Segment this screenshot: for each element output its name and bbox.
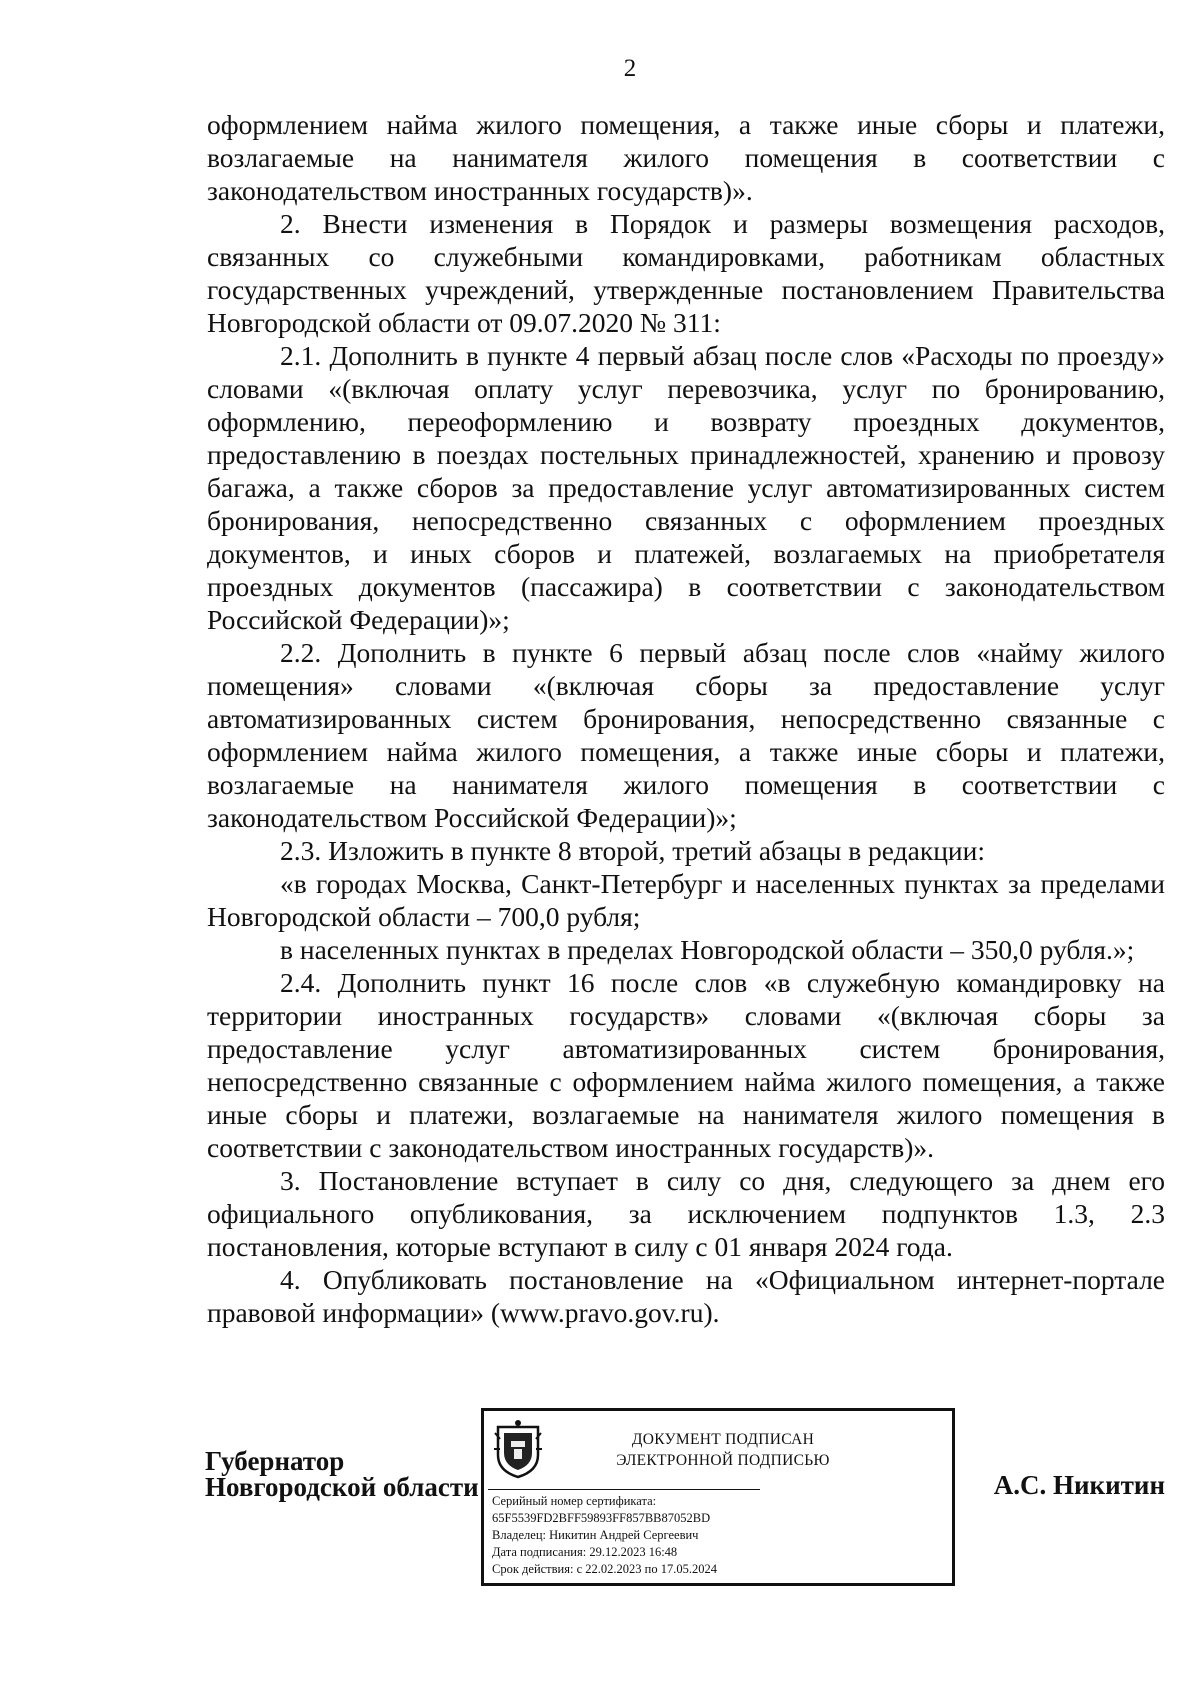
paragraph: оформлением найма жилого помещения, а также иные сборы и платежи, возлагаемые на нанимателя жилого помещения в соответствии с законодательством иностранных государств)». — [207, 109, 1165, 206]
paragraph: 2.2. Дополнить в пункте 6 первый абзац после слов «найму жилого помещения» словами «(включая сборы за предоставление услуг автоматизированных систем бронирования, непосредственно связанные с оформлением найма жилого помещения, а также иные сборы и платежи, возлагаемые на нанимателя жилого помещения в соответствии с законодательством Российской Федерации)»; — [207, 637, 1165, 833]
certificate-serial-value: 65F5539FD2BFF59893FF857BB87052BD — [492, 1511, 711, 1525]
paragraph: 2.4. Дополнить пункт 16 после слов «в служебную командировку на территории иностранных государств» словами «(включая сборы за предоставление услуг автоматизированных систем бронирования, непосредственно связанные с оформлением найма жилого помещения, а также иные сборы и платежи, возлагаемые на нанимателя жилого помещения в соответствии с законодательством иностранных государств)». — [207, 967, 1165, 1163]
signing-date: Дата подписания: 29.12.2023 16:48 — [492, 1545, 678, 1559]
signatory-position — [205, 1448, 479, 1500]
paragraph: 2. Внести изменения в Порядок и размеры возмещения расходов, связанных со служебными командировками, работникам областных государственных учреждений, утвержденные постановлением Правительства Новгородской области от 09.07.2020 № 311: — [207, 208, 1165, 338]
page-number: 2 — [623, 55, 637, 82]
stamp-heading-line: ЭЛЕКТРОННОЙ ПОДПИСЬЮ — [616, 1452, 830, 1469]
stamp-divider — [488, 1489, 760, 1490]
certificate-validity: Срок действия: с 22.02.2023 по 17.05.2024 — [492, 1562, 717, 1576]
position-line: Губернатор — [205, 1446, 345, 1476]
paragraph: 4. Опубликовать постановление на «Официальном интернет-портале правовой информации» (www.pravo.gov.ru). — [207, 1264, 1165, 1328]
certificate-owner: Владелец: Никитин Андрей Сергеевич — [492, 1528, 699, 1542]
paragraph: в населенных пунктах в пределах Новгородской области – 350,0 рубля.»; — [280, 934, 1135, 965]
coat-of-arms-icon — [494, 1419, 542, 1479]
stamp-heading — [558, 1429, 888, 1471]
paragraph: 2.3. Изложить в пункте 8 второй, третий абзацы в редакции: — [280, 835, 985, 866]
paragraph: 3. Постановление вступает в силу со дня, следующего за днем его официального опубликования, за исключением подпунктов 1.3, 2.3 постановления, которые вступают в силу с 01 января 2024 года. — [207, 1165, 1165, 1262]
certificate-serial-label: Серийный номер сертификата: — [492, 1494, 657, 1508]
paragraph: 2.1. Дополнить в пункте 4 первый абзац после слов «Расходы по проезду» словами «(включая оплату услуг перевозчика, услуг по бронированию, оформлению, переоформлению и возврату проездных документов, предоставлению в поездах постельных принадлежностей, хранению и провозу багажа, а также сборов за предоставление услуг автоматизированных систем бронирования, непосредственно связанных с оформлением проездных документов, и иных сборов и платежей, возлагаемых на приобретателя проездных документов (пассажира) в соответствии с законодательством Российской Федерации)»; — [207, 340, 1165, 635]
document-body — [207, 108, 1165, 1329]
signatory-name: А.С. Никитин — [993, 1470, 1165, 1500]
signature-block — [205, 1408, 1165, 1608]
stamp-details — [492, 1493, 717, 1578]
paragraph: «в городах Москва, Санкт-Петербург и населенных пунктах за пределами Новгородской области – 700,0 рубля; — [207, 868, 1165, 932]
position-line: Новгородской области — [205, 1472, 479, 1502]
stamp-heading-line: ДОКУМЕНТ ПОДПИСАН — [631, 1431, 815, 1448]
electronic-signature-stamp — [481, 1408, 955, 1586]
